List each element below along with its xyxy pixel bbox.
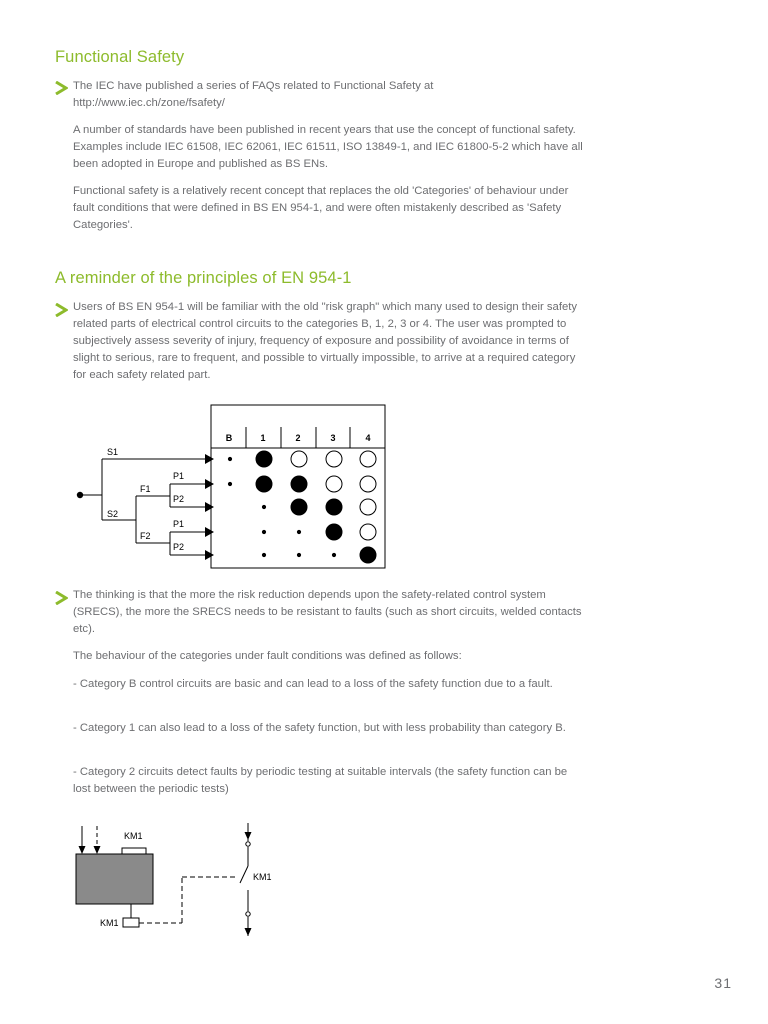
page-number: 31 bbox=[714, 975, 732, 991]
label-s2: S2 bbox=[107, 509, 119, 519]
label-f2: F2 bbox=[140, 531, 151, 541]
col-label-3: 3 bbox=[330, 433, 336, 443]
label-p1: P1 bbox=[173, 519, 185, 529]
controller-box bbox=[76, 854, 153, 904]
risk-graph-diagram bbox=[70, 400, 400, 575]
label-km1-top: KM1 bbox=[124, 831, 143, 841]
label-s1: S1 bbox=[107, 447, 119, 457]
paragraph-category-b: - Category B control circuits are basic and can lead to a loss of the safety function due to a fault. bbox=[73, 678, 553, 690]
label-p2: P2 bbox=[173, 494, 185, 504]
label-p2: P2 bbox=[173, 542, 185, 552]
section-title-functional-safety: Functional Safety bbox=[55, 48, 185, 66]
paragraph-standards: A number of standards have been published in recent years that use the concept of functional safety. Examples include IEC 61508, IEC 62061, IEC 61511, ISO 13849-1, and IEC 61800-5-2 which have all been adopted in Europe and published as BS ENs. bbox=[73, 124, 583, 170]
paragraph-category-2: - Category 2 circuits detect faults by periodic testing at suitable intervals (the safety function can be lost between the periodic tests) bbox=[73, 766, 568, 795]
section-title-en954: A reminder of the principles of EN 954-1 bbox=[55, 269, 352, 287]
paragraph-behaviour: The behaviour of the categories under fault conditions was defined as follows: bbox=[73, 650, 462, 662]
label-f1: F1 bbox=[140, 484, 151, 494]
arrowhead bbox=[205, 479, 214, 489]
col-label-1: 1 bbox=[260, 433, 266, 443]
label-km1-coil: KM1 bbox=[100, 918, 119, 928]
chevron-right-icon bbox=[54, 81, 68, 95]
arrowhead bbox=[205, 550, 214, 560]
chevron-right-icon bbox=[54, 303, 68, 317]
relay-coil bbox=[123, 918, 139, 927]
label-km1-contact: KM1 bbox=[253, 872, 272, 882]
arrowhead bbox=[205, 527, 214, 537]
col-label-B: B bbox=[225, 433, 233, 443]
chevron-right-icon bbox=[54, 591, 68, 605]
origin-dot bbox=[77, 492, 83, 498]
col-label-4: 4 bbox=[365, 433, 371, 443]
arrowhead bbox=[205, 454, 214, 464]
col-label-2: 2 bbox=[295, 433, 301, 443]
paragraph-iec-faq: The IEC have published a series of FAQs related to Functional Safety at http://www.iec.ch/zone/fsafety/ bbox=[73, 80, 434, 109]
arrowhead bbox=[205, 502, 214, 512]
circuit-diagram bbox=[60, 818, 300, 943]
paragraph-risk-graph: Users of BS EN 954-1 will be familiar with the old "risk graph" which many used to design their safety related parts of electrical control circuits to the categories B, 1, 2, 3 or 4. The user was prompted to subjectively assess severity of injury, frequency of exposure and possibility of avoidance in terms of slight to serious, rare to frequent, and possible to virtually impossible, to arrive at a required category for each safety related part. bbox=[73, 301, 578, 381]
paragraph-functional-safety: Functional safety is a relatively recent concept that replaces the old 'Categories' of behaviour under fault conditions that were defined in BS EN 954-1, and were often mistakenly described as 'Safety Categories'. bbox=[73, 185, 569, 231]
paragraph-category-1: - Category 1 can also lead to a loss of the safety function, but with less probability than category B. bbox=[73, 722, 566, 734]
paragraph-srecs: The thinking is that the more the risk reduction depends upon the safety-related control system (SRECS), the more the SRECS needs to be resistant to faults (such as short circuits, welded contacts etc). bbox=[73, 589, 582, 635]
label-p1: P1 bbox=[173, 471, 185, 481]
